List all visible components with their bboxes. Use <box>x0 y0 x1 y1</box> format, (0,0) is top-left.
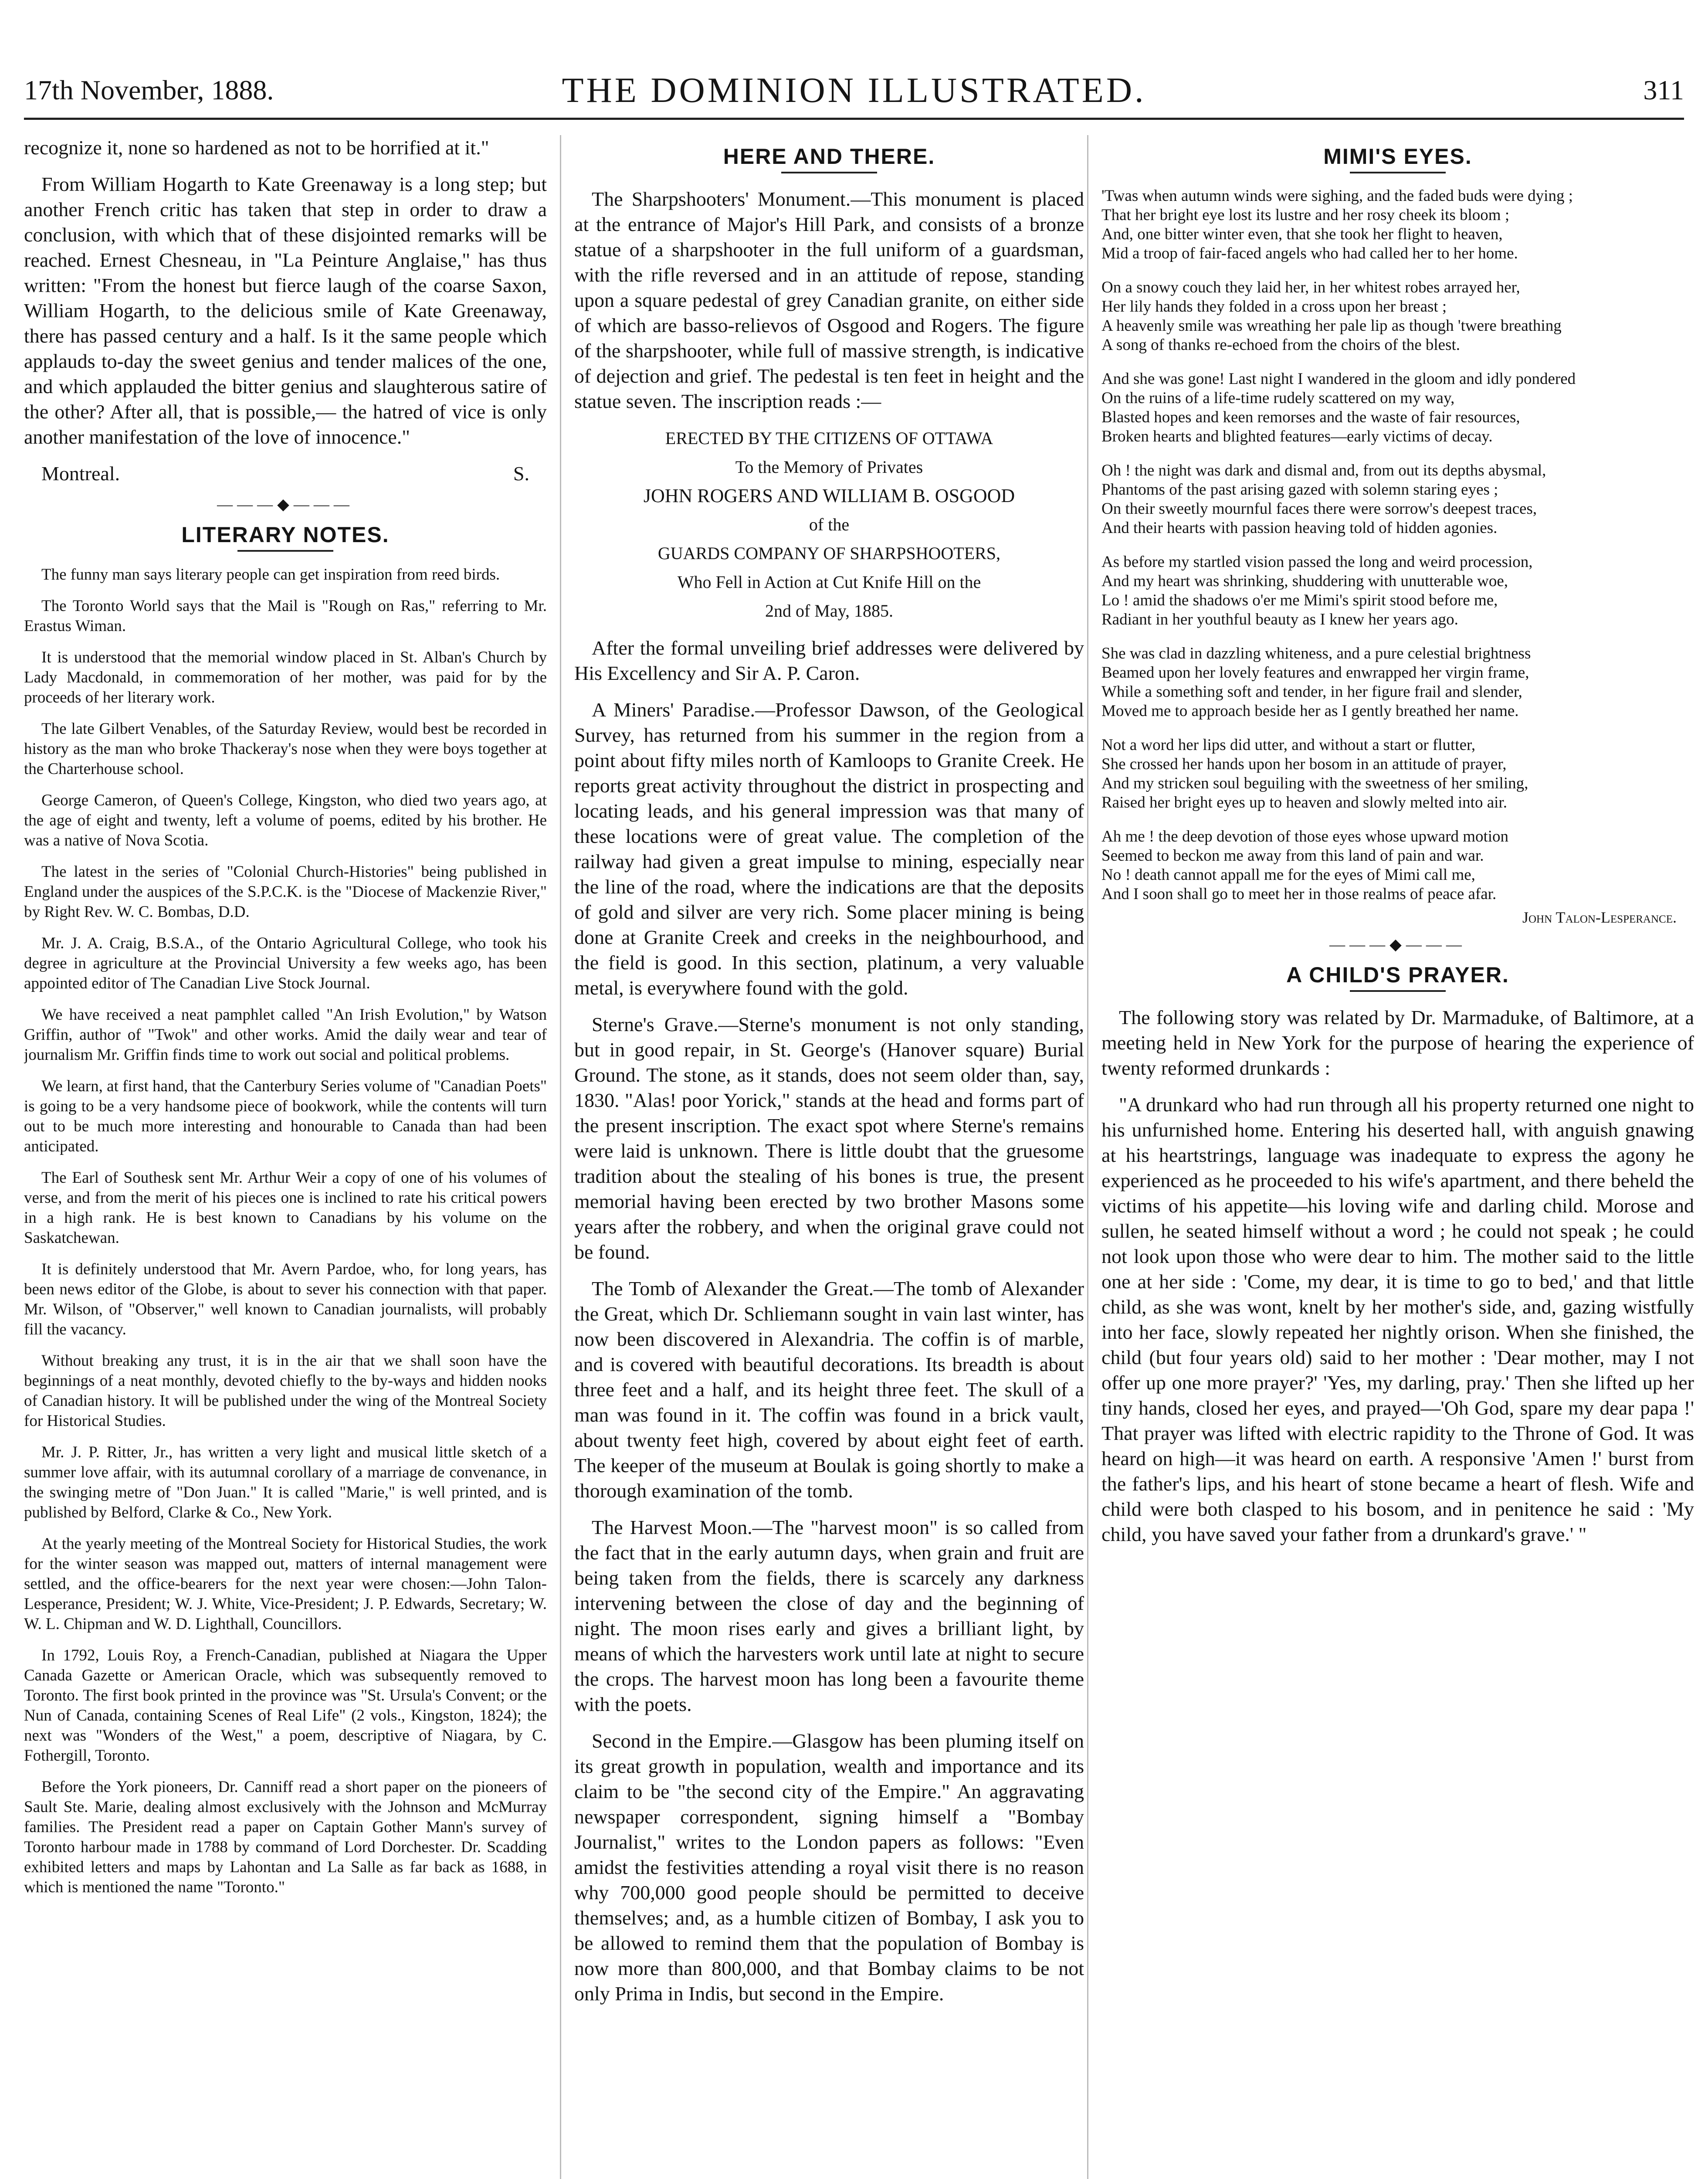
poem-line: Radiant in her youthful beauty as I knew her years ago. <box>1101 611 1458 628</box>
poem-stanza <box>1101 370 1694 446</box>
inscription-line: JOHN ROGERS AND WILLIAM B. OSGOOD <box>643 485 1015 506</box>
literary-note: It is definitely understood that Mr. Avern Pardoe, who, for long years, has been news editor of the Globe, is about to sever his connection with that paper. Mr. Wilson, of "Observer," well known to Canadian journalists, will probably fill the vacancy. <box>24 1260 547 1338</box>
poem-stanza <box>1101 278 1694 355</box>
literary-note: Mr. J. A. Craig, B.S.A., of the Ontario Agricultural College, who took his degree in agriculture at the Provincial University a few weeks ago, has been appointed editor of The Canadian Live Stock Journal. <box>24 934 547 992</box>
heading-rule <box>237 550 333 552</box>
section-separator: ———◆——— <box>217 496 354 513</box>
here-and-there-body <box>574 187 1084 2006</box>
literary-note: We learn, at first hand, that the Canterbury Series volume of "Canadian Poets" is going to be a very handsome piece of bookwork, while the contents will turn out to be much more interesting and honourable to Canada than had been anticipated. <box>24 1077 547 1155</box>
poem-line: Ah me ! the deep devotion of those eyes whose upward motion <box>1101 828 1509 845</box>
masthead <box>24 65 1684 120</box>
poem-stanza <box>1101 736 1694 812</box>
heading-rule <box>1350 172 1446 173</box>
literary-note: Mr. J. P. Ritter, Jr., has written a very light and musical little sketch of a summer love affair, with its autumnal corollary of a marriage de convenance, in the swinging metre of "Don Juan." It is called "Marie," is well printed, and is published by Belford, Clarke & Co., New York. <box>24 1443 547 1521</box>
poem-line: As before my startled vision passed the long and weird procession, <box>1101 553 1533 571</box>
prayer-paragraph: The following story was related by Dr. Marmaduke, of Baltimore, at a meeting held in New York for the purpose of hearing the experience of twenty reformed drunkards : <box>1101 1006 1694 1079</box>
column-right <box>1087 135 1694 2179</box>
issue-date: 17th November, 1888. <box>24 75 274 105</box>
literary-note: We have received a neat pamphlet called "An Irish Evolution," by Watson Griffin, author of "Twok" and other works. Amid the daily wear and tear of journalism Mr. Griffin finds time to work out social and political problems. <box>24 1006 547 1064</box>
childs-prayer-heading: A CHILD'S PRAYER. <box>1286 963 1509 987</box>
page-number: 311 <box>1643 75 1684 105</box>
mimis-eyes-poem <box>1101 187 1694 904</box>
poem-line: And their hearts with passion heaving told of hidden agonies. <box>1101 519 1498 537</box>
heading-rule <box>1350 990 1446 992</box>
poem-line: That her bright eye lost its lustre and her rosy cheek its bloom ; <box>1101 206 1510 224</box>
essay-paragraph: recognize it, none so hardened as not to be horrified at it." <box>24 136 489 159</box>
poem-stanza <box>1101 187 1694 263</box>
poem-line: Lo ! amid the shadows o'er me Mimi's spirit stood before me, <box>1101 591 1498 609</box>
essay-paragraph: From William Hogarth to Kate Greenaway is a long step; but another French critic has taken that step in order to draw a conclusion, with which that of these disjointed remarks will be reached. Ernest Chesneau, in "La Peinture Anglaise," has thus written: "From the honest but fierce laugh of the coarse Saxon, William Hogarth, to the delicious smile of Kate Greenaway, there has passed century and a half. Is it the same people which applauds to-day the sweet genius and tender malices of the one, and which applauded the bitter genius and slaughterous satire of the other? After all, that is possible,— the hatred of vice is only another manifestation of the love of innocence." <box>24 173 547 448</box>
poem-line: Broken hearts and blighted features—early victims of decay. <box>1101 428 1493 445</box>
poem-stanza <box>1101 827 1694 904</box>
poem-line: Her lily hands they folded in a cross upon her breast ; <box>1101 298 1447 316</box>
sharpshooters-paragraph: After the formal unveiling brief addresses were delivered by His Excellency and Sir A. P. Caron. <box>574 637 1084 684</box>
signoff-initial: S. <box>513 462 529 485</box>
poem-line: Moved me to approach beside her as I gently breathed her name. <box>1101 702 1519 720</box>
literary-note: The funny man says literary people can get inspiration from reed birds. <box>41 566 500 584</box>
monument-inscription <box>574 425 1084 624</box>
miners-paradise-paragraph: A Miners' Paradise.—Professor Dawson, of the Geological Survey, has returned from his summer in the region from a point about fifty miles north of Kamloops to Granite Creek. He reports great activity throughout the district in prospecting and locating leads, and his general impression was that many of these locations were of great value. The completion of the railway had given a great impulse to mining, especially near the line of the road, where the indications are that the deposits of gold and silver are very rich. Some placer mining is being done at Granite Creek and creeks in the neighbourhood, and the field is good. In this section, platinum, a very valuable metal, is everywhere found with the gold. <box>574 699 1084 999</box>
poem-author: John Talon-Lesperance. <box>1522 909 1677 926</box>
second-empire-paragraph: Second in the Empire.—Glasgow has been pluming itself on its great growth in population, wealth and importance and its claim to be "the second city of the Empire." An aggravating newspaper correspondent, signing himself a "Bombay Journalist," writes to the London papers as follows: "Even amidst the festivities attending a royal visit there is no reason why 700,000 good people should be permitted to deceive themselves; and, as a humble citizen of Bombay, I ask you to be allowed to remind them that the population of Bombay is now more than 800,000, and that Bombay claims to be not only Prima in Indis, but second in the Empire. <box>574 1730 1084 2005</box>
literary-notes-list <box>24 565 547 1897</box>
sharpshooters-paragraph: The Sharpshooters' Monument.—This monument is placed at the entrance of Major's Hill Park, and consists of a bronze statue of a sharpshooter in the full uniform of a guardsman, with the rifle reversed and in an attitude of repose, standing upon a square pedestal of grey Canadian granite, on either side of which are basso-relievos of Osgood and Rogers. The figure of the sharpshooter, while full of massive strength, is indicative of dejection and grief. The pedestal is ten feet in height and the statue seven. The inscription reads :— <box>574 188 1084 412</box>
literary-note: Without breaking any trust, it is in the air that we shall soon have the beginnings of a neat monthly, devoted chiefly to the by-ways and hidden nooks of Canadian history. It will be published under the wing of the Montreal Society for Historical Studies. <box>24 1352 547 1430</box>
literary-note: The Earl of Southesk sent Mr. Arthur Weir a copy of one of his volumes of verse, and from the merit of his pieces one is inclined to rate his critical powers in a high rank. He is best known to Canadians by his volume on the Saskatchewan. <box>24 1169 547 1247</box>
poem-line: A heavenly smile was wreathing her pale lip as though 'twere breathing <box>1101 317 1562 335</box>
column-middle <box>560 135 1084 2179</box>
essay-continuation <box>24 135 547 486</box>
poem-line: No ! death cannot appall me for the eyes of Mimi call me, <box>1101 866 1475 884</box>
column-left <box>24 135 547 2179</box>
heading-rule <box>781 172 877 173</box>
inscription-line: ERECTED BY THE CITIZENS OF OTTAWA <box>665 428 993 448</box>
inscription-line: of the <box>809 515 850 534</box>
sternes-grave-paragraph: Sterne's Grave.—Sterne's monument is not only standing, but in good repair, in St. George's (Hanover square) Burial Ground. The stone, as it stands, does not seem older than, say, 1830. "Alas! poor Yorick," stands at the head and forms part of the present inscription. The exact spot where Sterne's remains were laid is unknown. There is little doubt that the gruesome tradition about the stealing of his bones is true, the present memorial having been erected by two brother Masons some years after the robbery, and when the original grave could not be found. <box>574 1013 1084 1263</box>
literary-note: George Cameron, of Queen's College, Kingston, who died two years ago, at the age of eight and twenty, left a volume of poems, edited by his brother. He was a native of Nova Scotia. <box>24 791 547 849</box>
poem-line: Mid a troop of fair-faced angels who had called her to her home. <box>1101 244 1518 262</box>
poem-stanza <box>1101 553 1694 629</box>
poem-line: On a snowy couch they laid her, in her whitest robes arrayed her, <box>1101 278 1520 296</box>
literary-note: It is understood that the memorial window placed in St. Alban's Church by Lady Macdonald, in commemoration of her mother, was paid for by the proceeds of her literary work. <box>24 648 547 706</box>
literary-note: In 1792, Louis Roy, a French-Canadian, published at Niagara the Upper Canada Gazette or American Oracle, which was subsequently removed to Toronto. The first book printed in the province was "St. Ursula's Convent; or the Nun of Canada, containing Scenes of Real Life" (2 vols., Kingston, 1824); the next was "Wonders of the West," a poem, descriptive of Niagara, by C. Fothergill, Toronto. <box>24 1646 547 1765</box>
poem-line: On the ruins of a life-time rudely scattered on my way, <box>1101 389 1455 407</box>
section-separator: ———◆——— <box>1329 936 1466 953</box>
poem-line: Seemed to beckon me away from this land of pain and war. <box>1101 847 1484 865</box>
signoff-place: Montreal. <box>41 462 120 485</box>
poem-line: She crossed her hands upon her bosom in an attitude of prayer, <box>1101 755 1507 773</box>
poem-line: Phantoms of the past arising gazed with solemn staring eyes ; <box>1101 481 1498 499</box>
publication-title: THE DOMINION ILLUSTRATED. <box>562 70 1146 110</box>
inscription-line: Who Fell in Action at Cut Knife Hill on the <box>677 572 981 592</box>
literary-note: At the yearly meeting of the Montreal Society for Historical Studies, the work for the winter season was mapped out, matters of internal management were settled, and the office-bearers for the next year were chosen:—John Talon-Lesperance, President; W. J. White, Vice-President; J. P. Edwards, Secretary; W. W. L. Chipman and W. D. Lighthall, Councillors. <box>24 1535 547 1633</box>
poem-line: She was clad in dazzling whiteness, and a pure celestial brightness <box>1101 645 1531 662</box>
mimis-eyes-heading: MIMI'S EYES. <box>1323 144 1472 169</box>
poem-stanza <box>1101 461 1694 538</box>
inscription-line: GUARDS COMPANY OF SHARPSHOOTERS, <box>657 543 1001 563</box>
harvest-moon-paragraph: The Harvest Moon.—The "harvest moon" is so called from the fact that in the early autumn days, when grain and fruit are being taken from the fields, there is scarcely any darkness intervening between the close of day and the beginning of night. The moon rises early and gives a brilliant light, by means of which the harvesters work until late at night to secure the crops. The harvest moon has long been a favourite theme with the poets. <box>574 1516 1084 1715</box>
childs-prayer-body <box>1101 1005 1694 1547</box>
poem-line: Not a word her lips did utter, and without a start or flutter, <box>1101 736 1476 754</box>
poem-line: And my heart was shrinking, shuddering with unutterable woe, <box>1101 572 1508 590</box>
literary-note: The Toronto World says that the Mail is "Rough on Ras," referring to Mr. Erastus Wiman. <box>24 597 547 635</box>
poem-line: And she was gone! Last night I wandered in the gloom and idly pondered <box>1101 370 1576 388</box>
here-and-there-heading: HERE AND THERE. <box>723 144 935 169</box>
poem-line: Blasted hopes and keen remorses and the waste of fair resources, <box>1101 408 1520 426</box>
inscription-line: To the Memory of Privates <box>735 457 923 477</box>
poem-line: While a something soft and tender, in her figure frail and slender, <box>1101 683 1522 701</box>
poem-line: Oh ! the night was dark and dismal and, from out its depths abysmal, <box>1101 462 1546 479</box>
tomb-alexander-paragraph: The Tomb of Alexander the Great.—The tomb of Alexander the Great, which Dr. Schliemann sought in vain last winter, has now been discovered in Alexandria. The coffin is of marble, and is covered with beautiful decorations. Its breadth is about three feet and a half, and its height three feet. The skull of a man was found in it. The coffin was found in a brick vault, about twenty feet high, covered by about eight feet of earth. The keeper of the museum at Boulak is going shortly to make a thorough examination of the tomb. <box>574 1277 1084 1502</box>
poem-line: Raised her bright eyes up to heaven and slowly melted into air. <box>1101 794 1507 811</box>
poem-line: A song of thanks re-echoed from the choirs of the blest. <box>1101 336 1461 354</box>
poem-line: And my stricken soul beguiling with the sweetness of her smiling, <box>1101 774 1528 792</box>
poem-line: And, one bitter winter even, that she took her flight to heaven, <box>1101 225 1503 243</box>
inscription-line: 2nd of May, 1885. <box>765 601 894 621</box>
poem-line: On their sweetly mournful faces there were sorrow's deepest traces, <box>1101 500 1537 518</box>
literary-notes-heading: LITERARY NOTES. <box>181 523 390 547</box>
poem-stanza <box>1101 644 1694 721</box>
poem-line: Beamed upon her lovely features and enwrapped her virgin frame, <box>1101 664 1529 682</box>
poem-line: 'Twas when autumn winds were sighing, and the faded buds were dying ; <box>1101 187 1573 205</box>
prayer-paragraph: "A drunkard who had run through all his property returned one night to his unfurnished home. Entering his deserted hall, with anguish gnawing at his heartstrings, language was inadequate to express the agony he experienced as he proceeded to his wife's apartment, and there beheld the victims of his appetite—his loving wife and darling child. Morose and sullen, he seated himself without a word ; he could not speak ; he could not look upon those who were dear to him. The mother said to the little one at her side : 'Come, my dear, it is time to go to bed,' and that little child, as she was wont, knelt by her mother's side, and, gazing wistfully into her face, slowly repeated her nightly orison. When she finished, the child (but four years old) said to her mother : 'Dear mother, may I not offer up one more prayer?' 'Yes, my darling, pray.' Then she lifted up her tiny hands, closed her eyes, and prayed—'Oh God, spare my dear papa !' That prayer was lifted with electric rapidity to the Throne of God. It was heard on high—it was heard on earth. A responsive 'Amen !' burst from the father's lips, and his heart of stone became a heart of flesh. Wife and child were both clasped to his bosom, and in penitence he said : 'My child, you have saved your father from a drunkard's grave.' " <box>1101 1093 1694 1545</box>
literary-note: The late Gilbert Venables, of the Saturday Review, would best be recorded in history as the man who broke Thackeray's nose when they were boys together at the Charterhouse school. <box>24 720 547 778</box>
essay-signoff <box>24 461 547 486</box>
literary-note: The latest in the series of "Colonial Church-Histories" being published in England under the auspices of the S.P.C.K. is the "Diocese of Mackenzie River," by Right Rev. W. C. Bombas, D.D. <box>24 863 547 921</box>
poem-line: And I soon shall go to meet her in those realms of peace afar. <box>1101 885 1497 903</box>
literary-note: Before the York pioneers, Dr. Canniff read a short paper on the pioneers of Sault Ste. Marie, dealing almost exclusively with the Johnson and McMurray families. The President read a paper on Captain Gother Mann's survey of Toronto harbour made in 1788 by command of Lord Dorchester. Dr. Scadding exhibited letters and maps by Lahontan and La Salle as far back as 1688, in which is mentioned the name "Toronto." <box>24 1778 547 1896</box>
